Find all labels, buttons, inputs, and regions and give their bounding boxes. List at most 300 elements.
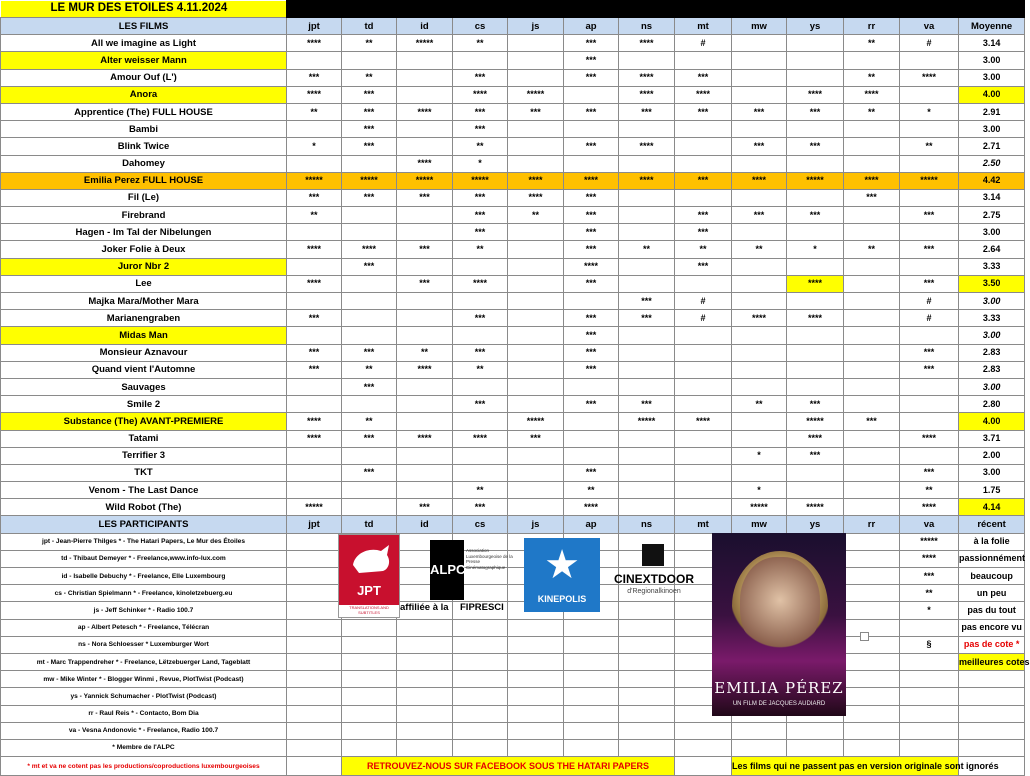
participant-entry[interactable]: jpt - Jean-Pierre Thilges * - The Hatari Papers, Le Mur des Étoiles <box>1 533 287 550</box>
rating-cell[interactable] <box>342 499 397 516</box>
empty-cell[interactable] <box>342 653 397 670</box>
rating-cell[interactable] <box>397 378 453 395</box>
film-title[interactable]: Venom - The Last Dance <box>1 482 287 499</box>
rating-cell[interactable] <box>732 275 787 292</box>
rating-cell[interactable] <box>732 189 787 206</box>
empty-cell[interactable] <box>844 688 900 705</box>
average-cell[interactable]: 3.14 <box>959 189 1025 206</box>
empty-cell[interactable] <box>619 739 675 756</box>
empty-cell[interactable] <box>342 705 397 722</box>
critic-header-ys[interactable]: ys <box>787 516 844 533</box>
film-title[interactable]: Midas Man <box>1 327 287 344</box>
empty-cell[interactable] <box>508 636 564 653</box>
legend-symbol[interactable]: * <box>900 602 959 619</box>
film-title[interactable]: Firebrand <box>1 207 287 224</box>
rating-cell[interactable]: *** <box>564 464 619 481</box>
rating-cell[interactable]: ***** <box>287 172 342 189</box>
film-title[interactable]: Blink Twice <box>1 138 287 155</box>
rating-cell[interactable]: # <box>675 35 732 52</box>
rating-cell[interactable]: *** <box>844 413 900 430</box>
rating-cell[interactable] <box>342 224 397 241</box>
rating-cell[interactable]: *** <box>564 224 619 241</box>
rating-cell[interactable]: *** <box>564 103 619 120</box>
rating-cell[interactable] <box>508 482 564 499</box>
rating-cell[interactable] <box>453 293 508 310</box>
rating-cell[interactable]: *** <box>453 396 508 413</box>
rating-cell[interactable] <box>900 258 959 275</box>
participant-entry[interactable]: ap - Albert Petesch * - Freelance, Télécran <box>1 619 287 636</box>
empty-cell[interactable] <box>342 688 397 705</box>
empty-cell[interactable] <box>508 671 564 688</box>
rating-cell[interactable]: **** <box>564 499 619 516</box>
rating-cell[interactable] <box>732 344 787 361</box>
rating-cell[interactable]: * <box>732 482 787 499</box>
rating-cell[interactable]: *** <box>397 499 453 516</box>
rating-cell[interactable] <box>564 293 619 310</box>
legend-meaning[interactable]: meilleures cotes <box>959 653 1025 670</box>
critic-header-rr[interactable]: rr <box>844 516 900 533</box>
empty-cell[interactable] <box>287 722 342 739</box>
empty-cell[interactable] <box>508 705 564 722</box>
average-cell[interactable]: 3.00 <box>959 378 1025 395</box>
rating-cell[interactable]: ** <box>900 138 959 155</box>
legend-symbol[interactable]: § <box>900 636 959 653</box>
rating-cell[interactable] <box>675 121 732 138</box>
rating-cell[interactable] <box>287 464 342 481</box>
rating-cell[interactable]: ** <box>844 241 900 258</box>
rating-cell[interactable] <box>397 482 453 499</box>
film-title[interactable]: Lee <box>1 275 287 292</box>
rating-cell[interactable] <box>900 378 959 395</box>
rating-cell[interactable]: *** <box>900 275 959 292</box>
rating-cell[interactable] <box>787 344 844 361</box>
rating-cell[interactable]: *** <box>619 396 675 413</box>
empty-cell[interactable] <box>900 739 959 756</box>
film-title[interactable]: Dahomey <box>1 155 287 172</box>
rating-cell[interactable] <box>675 396 732 413</box>
rating-cell[interactable] <box>787 121 844 138</box>
empty-cell[interactable] <box>787 722 844 739</box>
legend-meaning[interactable]: pas du tout <box>959 602 1025 619</box>
average-cell[interactable]: 4.00 <box>959 413 1025 430</box>
rating-cell[interactable] <box>287 293 342 310</box>
rating-cell[interactable]: *** <box>453 224 508 241</box>
rating-cell[interactable]: ** <box>508 207 564 224</box>
rating-cell[interactable] <box>453 464 508 481</box>
rating-cell[interactable]: ***** <box>397 172 453 189</box>
empty-cell[interactable] <box>287 688 342 705</box>
critic-header-js[interactable]: js <box>508 516 564 533</box>
rating-cell[interactable]: ** <box>619 241 675 258</box>
average-cell[interactable]: 3.00 <box>959 464 1025 481</box>
rating-cell[interactable] <box>287 482 342 499</box>
rating-cell[interactable]: ** <box>342 413 397 430</box>
rating-cell[interactable] <box>342 52 397 69</box>
rating-cell[interactable]: *** <box>900 241 959 258</box>
average-cell[interactable]: 4.14 <box>959 499 1025 516</box>
empty-cell[interactable] <box>342 739 397 756</box>
rating-cell[interactable]: **** <box>900 69 959 86</box>
rating-cell[interactable]: **** <box>453 275 508 292</box>
critic-header-ys[interactable]: ys <box>787 18 844 35</box>
rating-cell[interactable] <box>453 413 508 430</box>
rating-cell[interactable]: ** <box>287 207 342 224</box>
rating-cell[interactable] <box>732 258 787 275</box>
rating-cell[interactable] <box>732 413 787 430</box>
empty-cell[interactable] <box>287 619 342 636</box>
empty-cell[interactable] <box>508 653 564 670</box>
empty-cell[interactable] <box>732 739 787 756</box>
average-cell[interactable]: 3.00 <box>959 69 1025 86</box>
rating-cell[interactable]: # <box>900 293 959 310</box>
rating-cell[interactable] <box>619 430 675 447</box>
rating-cell[interactable] <box>675 464 732 481</box>
rating-cell[interactable] <box>844 258 900 275</box>
rating-cell[interactable] <box>732 155 787 172</box>
rating-cell[interactable] <box>675 275 732 292</box>
empty-cell[interactable] <box>619 636 675 653</box>
empty-cell[interactable] <box>287 653 342 670</box>
rating-cell[interactable] <box>619 275 675 292</box>
rating-cell[interactable]: *** <box>619 310 675 327</box>
rating-cell[interactable]: **** <box>287 35 342 52</box>
film-title[interactable]: Monsieur Aznavour <box>1 344 287 361</box>
critic-header-mw[interactable]: mw <box>732 18 787 35</box>
rating-cell[interactable]: * <box>787 241 844 258</box>
rating-cell[interactable]: **** <box>732 172 787 189</box>
rating-cell[interactable]: ***** <box>787 499 844 516</box>
rating-cell[interactable] <box>900 224 959 241</box>
rating-cell[interactable] <box>342 310 397 327</box>
rating-cell[interactable] <box>564 155 619 172</box>
participant-entry[interactable]: * Membre de l'ALPC <box>1 739 287 756</box>
empty-cell[interactable] <box>397 619 453 636</box>
average-cell[interactable]: 4.00 <box>959 86 1025 103</box>
rating-cell[interactable]: *** <box>564 189 619 206</box>
rating-cell[interactable]: **** <box>397 430 453 447</box>
rating-cell[interactable] <box>287 52 342 69</box>
empty-cell[interactable] <box>397 671 453 688</box>
rating-cell[interactable] <box>675 430 732 447</box>
average-cell[interactable]: 3.00 <box>959 327 1025 344</box>
empty-cell[interactable] <box>453 705 508 722</box>
rating-cell[interactable]: *** <box>287 361 342 378</box>
rating-cell[interactable]: *** <box>342 258 397 275</box>
rating-cell[interactable] <box>787 293 844 310</box>
rating-cell[interactable] <box>900 396 959 413</box>
rating-cell[interactable]: *** <box>900 344 959 361</box>
participant-entry[interactable]: ys - Yannick Schumacher - PlotTwist (Podcast) <box>1 688 287 705</box>
film-title[interactable]: TKT <box>1 464 287 481</box>
rating-cell[interactable]: *** <box>787 138 844 155</box>
rating-cell[interactable] <box>619 258 675 275</box>
empty-cell[interactable] <box>342 722 397 739</box>
rating-cell[interactable]: ** <box>732 396 787 413</box>
rating-cell[interactable] <box>787 69 844 86</box>
rating-cell[interactable] <box>619 361 675 378</box>
rating-cell[interactable] <box>844 121 900 138</box>
rating-cell[interactable]: *** <box>675 103 732 120</box>
empty-cell[interactable] <box>959 739 1025 756</box>
empty-cell[interactable] <box>619 705 675 722</box>
participant-entry[interactable]: td - Thibaut Demeyer * - Freelance,www.info-lux.com <box>1 550 287 567</box>
empty-cell[interactable] <box>619 671 675 688</box>
rating-cell[interactable]: ** <box>342 69 397 86</box>
empty-cell[interactable] <box>844 619 900 636</box>
rating-cell[interactable] <box>900 189 959 206</box>
rating-cell[interactable] <box>508 275 564 292</box>
rating-cell[interactable] <box>619 155 675 172</box>
rating-cell[interactable] <box>675 482 732 499</box>
rating-cell[interactable] <box>844 482 900 499</box>
rating-cell[interactable]: ** <box>342 361 397 378</box>
average-cell[interactable]: 2.91 <box>959 103 1025 120</box>
film-title[interactable]: Wild Robot (The) <box>1 499 287 516</box>
empty-cell[interactable] <box>397 688 453 705</box>
rating-cell[interactable] <box>844 275 900 292</box>
empty-cell[interactable] <box>453 619 508 636</box>
legend-symbol[interactable] <box>900 653 959 670</box>
rating-cell[interactable]: *** <box>453 207 508 224</box>
rating-cell[interactable] <box>900 413 959 430</box>
rating-cell[interactable] <box>397 86 453 103</box>
empty-cell[interactable] <box>508 619 564 636</box>
film-title[interactable]: Anora <box>1 86 287 103</box>
rating-cell[interactable] <box>732 327 787 344</box>
rating-cell[interactable]: **** <box>508 189 564 206</box>
rating-cell[interactable] <box>732 361 787 378</box>
rating-cell[interactable]: **** <box>619 172 675 189</box>
rating-cell[interactable]: ** <box>844 69 900 86</box>
critic-header-va[interactable]: va <box>900 516 959 533</box>
legend-meaning[interactable]: pas de cote * <box>959 636 1025 653</box>
rating-cell[interactable] <box>787 189 844 206</box>
critic-header-rr[interactable]: rr <box>844 18 900 35</box>
rating-cell[interactable] <box>287 378 342 395</box>
film-title[interactable]: Emilia Perez FULL HOUSE <box>1 172 287 189</box>
rating-cell[interactable] <box>732 35 787 52</box>
critic-header-id[interactable]: id <box>397 18 453 35</box>
rating-cell[interactable]: **** <box>675 86 732 103</box>
rating-cell[interactable] <box>675 138 732 155</box>
participant-entry[interactable]: rr - Raul Reis * - Contacto, Bom Dia <box>1 705 287 722</box>
rating-cell[interactable]: **** <box>453 86 508 103</box>
rating-cell[interactable]: *** <box>453 189 508 206</box>
rating-cell[interactable]: ** <box>564 482 619 499</box>
rating-cell[interactable] <box>397 396 453 413</box>
rating-cell[interactable] <box>287 396 342 413</box>
rating-cell[interactable]: **** <box>564 172 619 189</box>
rating-cell[interactable] <box>732 464 787 481</box>
rating-cell[interactable] <box>619 378 675 395</box>
film-title[interactable]: Quand vient l'Automne <box>1 361 287 378</box>
empty-cell[interactable] <box>619 722 675 739</box>
rating-cell[interactable] <box>844 155 900 172</box>
rating-cell[interactable]: *** <box>564 207 619 224</box>
film-title[interactable]: Amour Ouf (L') <box>1 69 287 86</box>
rating-cell[interactable] <box>508 396 564 413</box>
critic-header-td[interactable]: td <box>342 18 397 35</box>
rating-cell[interactable]: *** <box>453 310 508 327</box>
rating-cell[interactable]: *** <box>287 310 342 327</box>
average-cell[interactable]: 3.50 <box>959 275 1025 292</box>
film-title[interactable]: All we imagine as Light <box>1 35 287 52</box>
rating-cell[interactable] <box>397 258 453 275</box>
average-cell[interactable]: 2.50 <box>959 155 1025 172</box>
rating-cell[interactable] <box>732 430 787 447</box>
empty-cell[interactable] <box>564 619 619 636</box>
rating-cell[interactable] <box>453 327 508 344</box>
film-title[interactable]: Fil (Le) <box>1 189 287 206</box>
participants-header[interactable]: LES PARTICIPANTS <box>1 516 287 533</box>
rating-cell[interactable] <box>453 447 508 464</box>
empty-cell[interactable] <box>619 653 675 670</box>
rating-cell[interactable] <box>675 447 732 464</box>
rating-cell[interactable]: *** <box>342 378 397 395</box>
rating-cell[interactable]: **** <box>619 35 675 52</box>
rating-cell[interactable] <box>787 52 844 69</box>
average-cell[interactable]: 3.00 <box>959 224 1025 241</box>
rating-cell[interactable] <box>675 52 732 69</box>
rating-cell[interactable]: **** <box>900 430 959 447</box>
rating-cell[interactable]: *** <box>564 138 619 155</box>
rating-cell[interactable]: *** <box>397 275 453 292</box>
critic-header-cs[interactable]: cs <box>453 516 508 533</box>
rating-cell[interactable] <box>508 69 564 86</box>
empty-cell[interactable] <box>959 671 1025 688</box>
rating-cell[interactable]: ***** <box>787 172 844 189</box>
rating-cell[interactable]: ** <box>453 138 508 155</box>
rating-cell[interactable]: **** <box>397 361 453 378</box>
participant-entry[interactable]: mw - Mike Winter * - Blogger Winmi , Revue, PlotTwist (Podcast) <box>1 671 287 688</box>
rating-cell[interactable]: *** <box>508 430 564 447</box>
empty-cell[interactable] <box>900 705 959 722</box>
rating-cell[interactable]: *** <box>564 275 619 292</box>
rating-cell[interactable]: *** <box>564 310 619 327</box>
rating-cell[interactable]: *** <box>564 241 619 258</box>
film-title[interactable]: Substance (The) AVANT-PREMIERE <box>1 413 287 430</box>
average-cell[interactable]: 2.75 <box>959 207 1025 224</box>
rating-cell[interactable] <box>508 378 564 395</box>
rating-cell[interactable] <box>453 258 508 275</box>
critic-header-jpt[interactable]: jpt <box>287 516 342 533</box>
average-cell[interactable]: 2.00 <box>959 447 1025 464</box>
empty-cell[interactable] <box>453 688 508 705</box>
legend-symbol[interactable]: ***** <box>900 533 959 550</box>
rating-cell[interactable] <box>619 189 675 206</box>
rating-cell[interactable] <box>844 224 900 241</box>
rating-cell[interactable] <box>287 155 342 172</box>
rating-cell[interactable]: *** <box>564 35 619 52</box>
rating-cell[interactable] <box>564 447 619 464</box>
rating-cell[interactable] <box>342 482 397 499</box>
average-header[interactable]: Moyenne <box>959 18 1025 35</box>
empty-cell[interactable] <box>287 602 342 619</box>
empty-cell[interactable] <box>844 671 900 688</box>
average-cell[interactable]: 3.33 <box>959 258 1025 275</box>
rating-cell[interactable]: ***** <box>508 413 564 430</box>
rating-cell[interactable] <box>508 464 564 481</box>
rating-cell[interactable] <box>619 224 675 241</box>
rating-cell[interactable] <box>675 378 732 395</box>
rating-cell[interactable] <box>564 121 619 138</box>
rating-cell[interactable]: **** <box>397 103 453 120</box>
empty-cell[interactable] <box>342 671 397 688</box>
rating-cell[interactable]: **** <box>342 241 397 258</box>
rating-cell[interactable] <box>397 121 453 138</box>
rating-cell[interactable] <box>397 464 453 481</box>
rating-cell[interactable] <box>844 378 900 395</box>
rating-cell[interactable] <box>508 224 564 241</box>
rating-cell[interactable] <box>732 86 787 103</box>
rating-cell[interactable]: ** <box>732 241 787 258</box>
empty-cell[interactable] <box>732 722 787 739</box>
critic-header-mt[interactable]: mt <box>675 18 732 35</box>
participant-entry[interactable]: mt - Marc Trappendreher * - Freelance, Lëtzebuerger Land, Tageblatt <box>1 653 287 670</box>
film-title[interactable]: Tatami <box>1 430 287 447</box>
rating-cell[interactable]: *** <box>564 69 619 86</box>
rating-cell[interactable]: *** <box>787 207 844 224</box>
average-cell[interactable]: 2.83 <box>959 361 1025 378</box>
rating-cell[interactable]: ***** <box>787 413 844 430</box>
rating-cell[interactable] <box>287 327 342 344</box>
film-title[interactable]: Joker Folie à Deux <box>1 241 287 258</box>
rating-cell[interactable] <box>397 52 453 69</box>
rating-cell[interactable]: ** <box>453 241 508 258</box>
empty-cell[interactable] <box>397 653 453 670</box>
rating-cell[interactable]: ** <box>900 482 959 499</box>
empty-cell[interactable] <box>900 671 959 688</box>
rating-cell[interactable]: # <box>675 293 732 310</box>
rating-cell[interactable] <box>619 327 675 344</box>
rating-cell[interactable]: *** <box>453 121 508 138</box>
rating-cell[interactable] <box>287 447 342 464</box>
rating-cell[interactable]: *** <box>787 103 844 120</box>
empty-cell[interactable] <box>959 688 1025 705</box>
empty-cell[interactable] <box>564 688 619 705</box>
rating-cell[interactable] <box>844 207 900 224</box>
critic-header-va[interactable]: va <box>900 18 959 35</box>
empty-cell[interactable] <box>564 705 619 722</box>
rating-cell[interactable] <box>732 378 787 395</box>
rating-cell[interactable]: **** <box>619 86 675 103</box>
rating-cell[interactable]: *** <box>564 52 619 69</box>
rating-cell[interactable]: *** <box>508 103 564 120</box>
film-title[interactable]: Sauvages <box>1 378 287 395</box>
rating-cell[interactable]: **** <box>397 155 453 172</box>
legend-symbol[interactable]: **** <box>900 550 959 567</box>
rating-cell[interactable]: *** <box>564 344 619 361</box>
rating-cell[interactable]: ***** <box>342 172 397 189</box>
rating-cell[interactable] <box>397 207 453 224</box>
rating-cell[interactable]: # <box>675 310 732 327</box>
participant-entry[interactable]: cs - Christian Spielmann * - Freelance, kinoletzebuerg.eu <box>1 585 287 602</box>
rating-cell[interactable] <box>342 447 397 464</box>
rating-cell[interactable] <box>564 378 619 395</box>
legend-symbol[interactable]: *** <box>900 568 959 585</box>
rating-cell[interactable]: * <box>287 138 342 155</box>
empty-cell[interactable] <box>844 550 900 567</box>
rating-cell[interactable]: ** <box>675 241 732 258</box>
rating-cell[interactable]: ** <box>453 35 508 52</box>
rating-cell[interactable] <box>675 155 732 172</box>
rating-cell[interactable] <box>619 52 675 69</box>
rating-cell[interactable]: *** <box>675 224 732 241</box>
rating-cell[interactable] <box>787 155 844 172</box>
rating-cell[interactable] <box>453 378 508 395</box>
rating-cell[interactable]: **** <box>287 241 342 258</box>
critic-header-cs[interactable]: cs <box>453 18 508 35</box>
